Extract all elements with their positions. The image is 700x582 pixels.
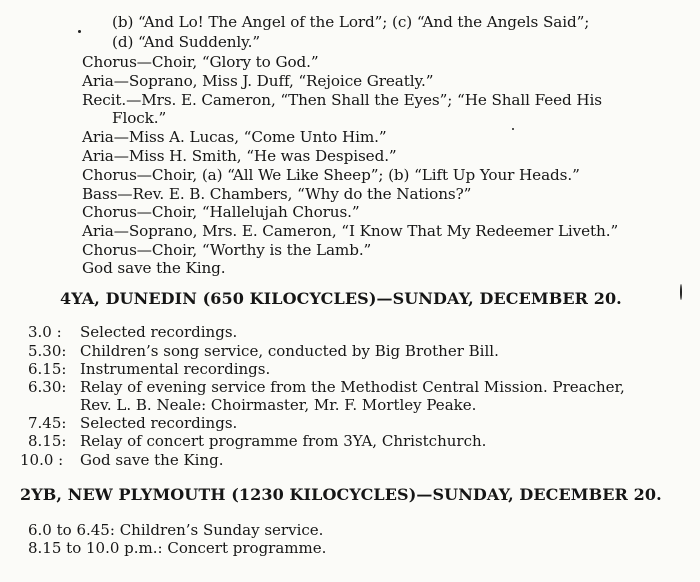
schedule-time: 5.30: xyxy=(28,342,67,360)
schedule-text: Relay of evening service from the Methodist Central Mission. Preacher, xyxy=(80,378,625,396)
programme-line: Recit.—Mrs. E. Cameron, “Then Shall the Eyes”; “He Shall Feed His xyxy=(82,91,602,109)
section-heading-dunedin: 4YA, DUNEDIN (650 KILOCYCLES)—SUNDAY, DECEMBER 20. xyxy=(60,289,622,308)
schedule-time: 7.45: xyxy=(28,414,67,432)
section-heading-new-plymouth: 2YB, NEW PLYMOUTH (1230 KILOCYCLES)—SUNDAY, DECEMBER 20. xyxy=(20,485,662,504)
schedule-text: God save the King. xyxy=(80,451,224,469)
schedule-item xyxy=(28,396,476,414)
schedule-item xyxy=(28,342,499,360)
schedule-item xyxy=(28,360,270,378)
schedule-item xyxy=(28,521,323,539)
programme-line: Chorus—Choir, “Hallelujah Chorus.” xyxy=(82,203,360,221)
programme-line: Chorus—Choir, “Worthy is the Lamb.” xyxy=(82,241,372,259)
print-speck xyxy=(680,284,682,300)
schedule-time: 6.0 to 6.45: xyxy=(28,521,115,539)
programme-line: Aria—Soprano, Mrs. E. Cameron, “I Know That My Redeemer Liveth.” xyxy=(82,222,619,240)
programme-line: Aria—Soprano, Miss J. Duff, “Rejoice Greatly.” xyxy=(82,72,434,90)
schedule-time: 8.15 to 10.0 p.m.: xyxy=(28,539,163,557)
programme-line: Aria—Miss A. Lucas, “Come Unto Him.” xyxy=(82,128,387,146)
programme-line: (b) “And Lo! The Angel of the Lord”; (c) “And the Angels Said”; xyxy=(112,13,590,31)
schedule-item xyxy=(28,539,326,557)
print-speck xyxy=(512,128,514,130)
programme-line: (d) “And Suddenly.” xyxy=(112,33,261,51)
schedule-text: Selected recordings. xyxy=(80,414,238,432)
print-speck xyxy=(78,30,81,33)
schedule-text: Selected recordings. xyxy=(80,323,238,341)
schedule-text: Rev. L. B. Neale: Choirmaster, Mr. F. Mortley Peake. xyxy=(80,396,477,414)
schedule-item xyxy=(28,432,486,450)
schedule-time: 3.0 : xyxy=(28,323,62,341)
schedule-text: Relay of concert programme from 3YA, Christchurch. xyxy=(80,432,487,450)
programme-line: Chorus—Choir, (a) “All We Like Sheep”; (b) “Lift Up Your Heads.” xyxy=(82,166,580,184)
schedule-time: 6.15: xyxy=(28,360,67,378)
programme-line: Aria—Miss H. Smith, “He was Despised.” xyxy=(82,147,397,165)
schedule-text: Instrumental recordings. xyxy=(80,360,271,378)
schedule-time: 10.0 : xyxy=(20,451,64,469)
schedule-text: Children’s Sunday service. xyxy=(119,521,324,539)
schedule-item xyxy=(28,378,625,396)
programme-line: Flock.” xyxy=(112,109,167,127)
schedule-item xyxy=(28,414,237,432)
programme-line: God save the King. xyxy=(82,259,226,277)
schedule-text: Children’s song service, conducted by Big Brother Bill. xyxy=(80,342,499,360)
programme-line: Bass—Rev. E. B. Chambers, “Why do the Nations?” xyxy=(82,185,472,203)
schedule-time: 8.15: xyxy=(28,432,67,450)
schedule-time: 6.30: xyxy=(28,378,67,396)
schedule-text: Concert programme. xyxy=(167,539,327,557)
schedule-item xyxy=(20,451,224,469)
programme-line: Chorus—Choir, “Glory to God.” xyxy=(82,53,319,71)
schedule-item xyxy=(28,323,237,341)
